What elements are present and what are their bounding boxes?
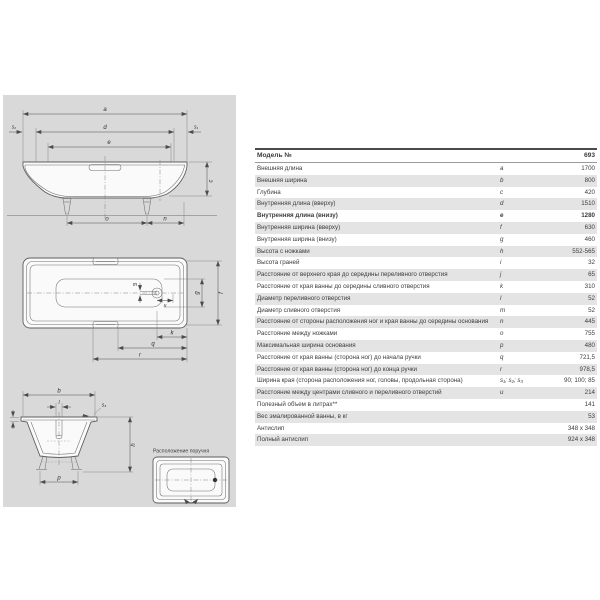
spec-value: 460 (584, 235, 595, 243)
spec-value: 310 (584, 282, 595, 290)
dim-label-k: k (170, 330, 174, 337)
dim-label-u: u (163, 303, 167, 309)
table-row (255, 352, 597, 364)
spec-label: Расстояние от края ванны (сторона ног) до начала ручки (257, 353, 421, 361)
dim-label-c: c (208, 179, 215, 183)
spec-letter: e (500, 212, 504, 220)
table-row (255, 198, 597, 210)
spec-value: 52 (588, 306, 595, 314)
dim-label-l: l (58, 400, 60, 406)
spec-letter: l (500, 294, 502, 302)
dim-label-s3: s₃ (101, 402, 107, 409)
spec-letter (500, 434, 530, 446)
spec-label: Максимальная ширина основания (257, 341, 356, 349)
dim-label-f: f (219, 292, 225, 294)
spec-value: 978,5 (579, 365, 595, 373)
spec-label: Полный антислип (257, 436, 309, 444)
table-row (255, 423, 597, 435)
spec-value: 1280 (581, 212, 595, 220)
table-row (255, 293, 597, 305)
spec-label: Диаметр переливного отверстия (257, 294, 351, 302)
spec-letter: b (500, 176, 504, 184)
dim-label-s1: s₁ (193, 124, 199, 131)
spec-letter (500, 411, 530, 423)
spec-value: 52 (588, 294, 595, 302)
dim-label-q: q (151, 341, 155, 348)
spec-letter: j (500, 271, 502, 279)
spec-letter: n (500, 318, 504, 326)
spec-label: Расстояние от стороны расположения ног и края ванны до середины основания (257, 318, 489, 326)
table-header-row (255, 148, 597, 163)
spec-value: 800 (584, 176, 595, 184)
table-row (255, 305, 597, 317)
spec-table (255, 148, 597, 446)
top-view-drawing (23, 258, 225, 362)
spec-value: 32 (588, 259, 595, 267)
header-letter-spacer (500, 150, 530, 162)
drawings-panel (3, 95, 236, 507)
spec-label: Глубина (257, 188, 281, 196)
spec-label: Высота граней (257, 259, 300, 267)
spec-value: 214 (584, 389, 595, 397)
spec-letter (500, 399, 530, 411)
table-row (255, 210, 597, 222)
spec-label: Вес эмалированной ванны, в кг (257, 412, 348, 420)
model-number-value: 693 (583, 152, 595, 159)
spec-label: Внутренняя ширина (внизу) (257, 235, 337, 243)
spec-letter: d (500, 200, 504, 208)
spec-letter: s₁; s₂; s₃ (500, 377, 523, 385)
table-row (255, 387, 597, 399)
spec-letter: a (500, 165, 504, 172)
dim-label-e: e (107, 140, 111, 146)
spec-value: 53 (588, 412, 595, 420)
spec-label: Высота с ножками (257, 247, 310, 255)
dim-label-m: m (132, 282, 138, 288)
table-row (255, 316, 597, 328)
spec-value: 630 (584, 223, 595, 231)
dim-label-a: a (103, 107, 107, 113)
table-row (255, 187, 597, 199)
table-row (255, 399, 597, 411)
spec-value: 1700 (581, 165, 595, 172)
spec-letter: c (500, 188, 504, 196)
table-row (255, 234, 597, 246)
table-row (255, 269, 597, 281)
spec-label: Расстояние между центрами сливного и переливного отверстий (257, 389, 442, 397)
spec-rows (255, 163, 597, 446)
spec-label: Внутренняя ширина (вверху) (257, 223, 341, 231)
handle-position-diagram (153, 449, 229, 507)
spec-value: 348 x 348 (567, 424, 595, 432)
spec-label: Расстояние от верхнего края до середины переливного отверстия (257, 271, 448, 279)
spec-value: 721,5 (579, 353, 595, 361)
table-row (255, 434, 597, 446)
table-row (255, 222, 597, 234)
spec-label: Расстояние между ножками (257, 330, 338, 338)
cross-section-drawing (10, 389, 137, 486)
model-number-label: Модель № (257, 152, 292, 159)
table-row (255, 257, 597, 269)
spec-label: Антислип (257, 424, 285, 432)
spec-letter: m (500, 306, 506, 314)
spec-letter: k (500, 282, 504, 290)
table-row (255, 375, 597, 387)
spec-value: 90; 100; 85 (564, 377, 595, 385)
spec-label: Ширина края (сторона расположения ног, головы, продольная сторона) (257, 377, 463, 385)
handle-dot (213, 478, 217, 482)
table-row (255, 411, 597, 423)
spec-label: Диаметр сливного отверстия (257, 306, 341, 314)
side-view-drawing (7, 107, 217, 226)
bathtub-technical-drawing (3, 95, 236, 507)
dim-label-g: g (194, 291, 201, 295)
spec-label: Полезный объем в литрах** (257, 400, 338, 408)
spec-label: Внешняя ширина (257, 176, 307, 184)
table-row (255, 328, 597, 340)
spec-letter: h (500, 247, 504, 255)
spec-value: 552-565 (572, 247, 595, 255)
spec-value: 420 (584, 188, 595, 196)
handle-position-caption: Расположение поручня (153, 448, 210, 455)
dim-label-b: b (57, 388, 61, 395)
spec-label: Внутренняя длина (внизу) (257, 212, 338, 220)
spec-letter: u (500, 389, 504, 397)
dim-label-d: d (103, 125, 107, 131)
spec-value: 445 (584, 318, 595, 326)
table-row (255, 281, 597, 293)
spec-label: Расстояние от края ванны до середины сливного отверстия (257, 282, 430, 290)
dim-label-r: r (139, 352, 141, 359)
spec-value: 1510 (581, 200, 595, 208)
spec-letter: o (500, 330, 504, 338)
table-row (255, 246, 597, 258)
spec-value: 141 (584, 400, 595, 408)
spec-value: 755 (584, 330, 595, 338)
table-row (255, 364, 597, 376)
spec-letter: q (500, 353, 504, 361)
table-row (255, 175, 597, 187)
spec-letter: g (500, 235, 504, 243)
table-row (255, 163, 597, 175)
spec-value: 65 (588, 271, 595, 279)
spec-value: 924 x 348 (567, 436, 595, 444)
spec-label: Внутренняя длина (вверху) (257, 200, 336, 208)
dim-label-s2: s₂ (11, 124, 17, 131)
dim-label-o: o (105, 216, 109, 223)
spec-letter: f (500, 223, 502, 231)
spec-value: 480 (584, 341, 595, 349)
dim-label-h: h (131, 443, 137, 447)
spec-letter: r (500, 365, 503, 373)
spec-letter (500, 423, 530, 435)
dim-label-n: n (163, 216, 167, 223)
dim-label-p: p (57, 475, 61, 482)
spec-label: Расстояние от края ванны (сторона ног) до конца ручки (257, 365, 417, 373)
spec-letter: p (500, 341, 504, 349)
spec-label: Внешняя длина (257, 165, 303, 172)
table-row (255, 340, 597, 352)
spec-letter: i (500, 259, 502, 267)
